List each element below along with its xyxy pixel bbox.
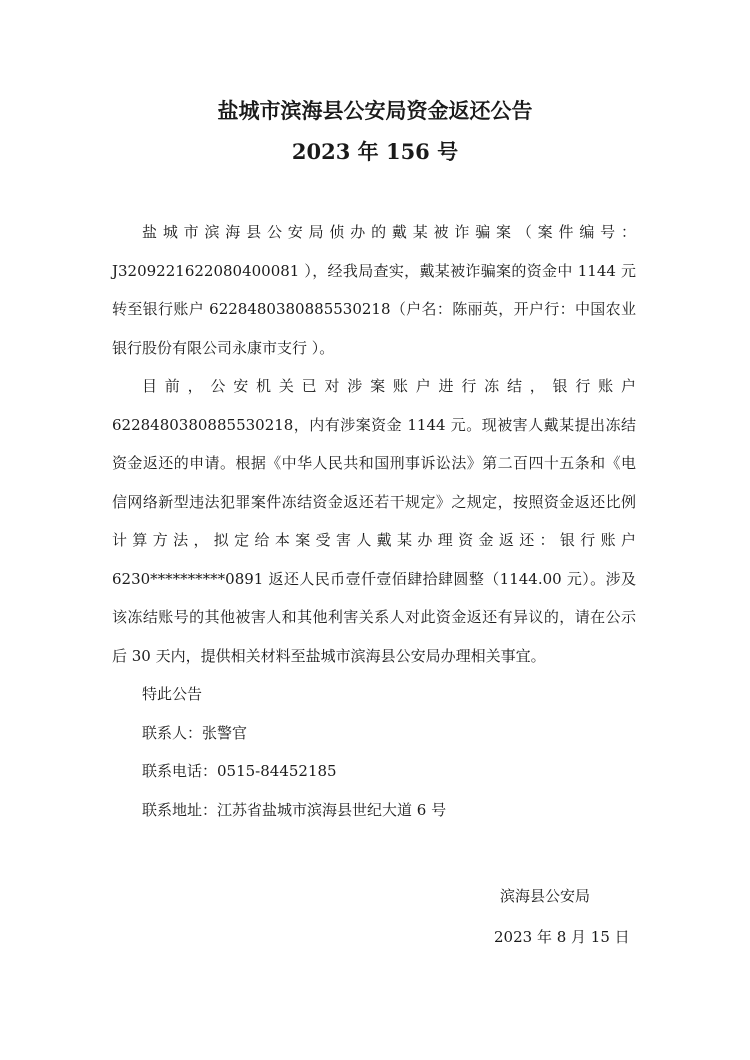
document-body — [112, 213, 636, 829]
signature-date: 2023 年 8 月 15 日 — [494, 928, 630, 946]
document-number: 2023 年 156 号 — [291, 139, 459, 164]
notice-closing: 特此公告 — [142, 685, 203, 703]
case-paragraph: 盐城市滨海县公安局侦办的戴某被诈骗案（案件编号：J3209221622080400081 ），经我局查实，戴某被诈骗案的资金中 1144 元转至银行账户 6228480380885530218（户名：陈丽英，开户行：中国农业银行股份有限公司永康市支行 ）。 — [112, 223, 636, 357]
document-title: 盐城市滨海县公安局资金返还公告 — [217, 98, 533, 123]
contact-person: 联系人：张警官 — [142, 723, 248, 742]
contact-address: 联系地址：江苏省盐城市滨海县世纪大道 6 号 — [142, 800, 447, 819]
contact-phone: 联系电话：0515-84452185 — [142, 762, 337, 780]
refund-paragraph: 目前，公安机关已对涉案账户进行冻结，银行账户 6228480380885530218，内有涉案资金 1144 元。现被害人戴某提出冻结资金返还的申请。根据《中华人民共和国刑事诉讼法》第二百四十五条和《电信网络新型违法犯罪案件冻结资金返还若干规定》之规定，按照资金返还比例计算方法，拟定给本案受害人戴某办理资金返还：银行账户 6230**********0891 返还人民币壹仟壹佰肆拾肆圆整（1144.00 元）。涉及该冻结账号的其他被害人和其他利害关系人对此资金返还有异议的，请在公示后 30 天内，提供相关材料至盐城市滨海县公安局办理相关事宜。 — [112, 377, 636, 665]
signature-organization: 滨海县公安局 — [500, 887, 591, 905]
